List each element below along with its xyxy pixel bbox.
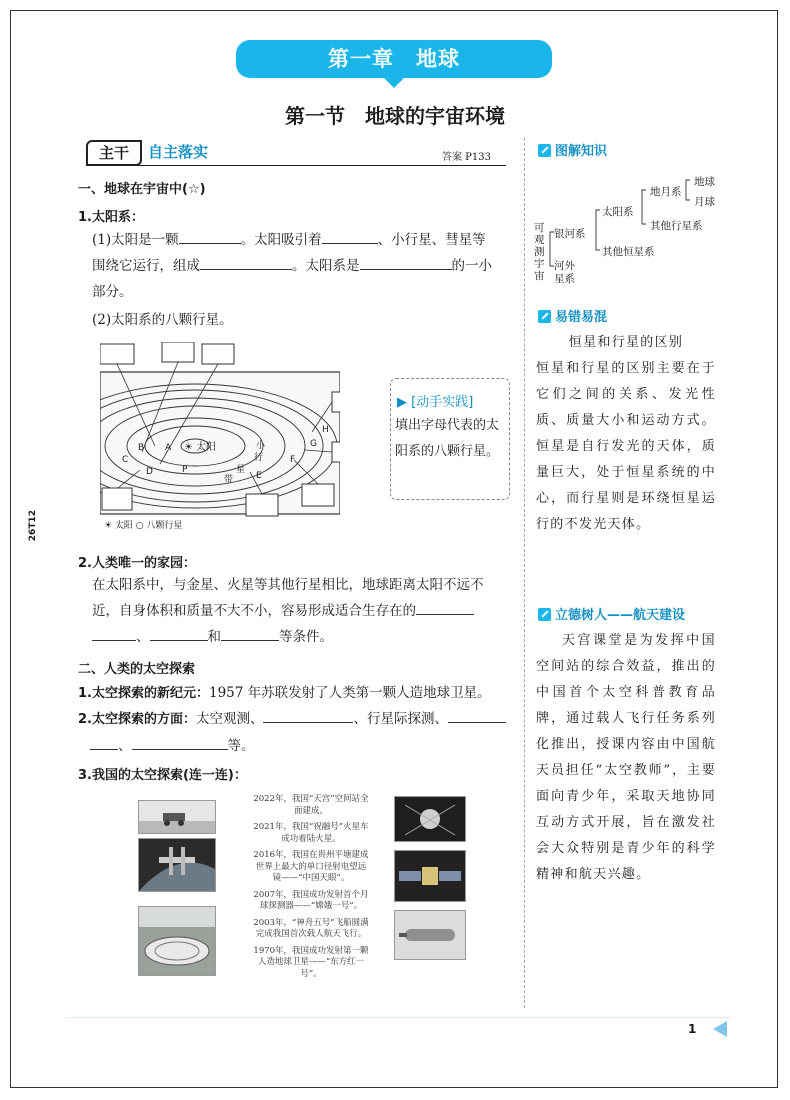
q1-title: 1.太阳系： (78, 210, 144, 225)
label-box-5 (332, 442, 340, 462)
label-box-2 (162, 342, 194, 362)
answer-blank[interactable] (132, 735, 228, 750)
planet-label: P (182, 465, 188, 475)
mistake-heading (538, 306, 607, 325)
solar-system-diagram (100, 342, 340, 532)
planet-label: A (165, 443, 172, 453)
planet-label: C (122, 455, 129, 465)
part2-heading: 二、人类的太空探索 (78, 662, 196, 677)
asteroid-belt-label: 带 (224, 475, 234, 485)
tree-other-stars: 其他恒星系 (602, 246, 655, 258)
q3-title: 1.太空探索的新纪元： (78, 686, 209, 701)
label-box-1 (100, 344, 134, 364)
q2-paragraph (92, 572, 512, 650)
satellite-photo[interactable] (394, 796, 466, 842)
q2-text-e: 等条件。 (279, 629, 333, 645)
diagram-knowledge-heading (538, 140, 607, 159)
mars-rover-photo[interactable] (138, 800, 216, 834)
answer-blank[interactable] (360, 255, 452, 270)
q4-text-a: 太空观测、 (195, 711, 264, 727)
q4-text-d: 等。 (227, 738, 255, 754)
mistake-subheading: 恒星和行星的区别 (568, 335, 684, 350)
q1-1-text-g: 部分。 (92, 284, 133, 300)
moral-heading (538, 604, 685, 623)
timeline-item[interactable]: 2016年，我国在贵州平塘建成世界上最大的单口径射电望远镜——“中国天眼”。 (253, 850, 369, 883)
sun-label: 太阳 (196, 442, 216, 453)
answer-blank[interactable] (92, 626, 136, 641)
section-title: 第一节 地球的宇宙环境 (285, 104, 505, 128)
label-box-4 (332, 392, 340, 412)
tree-other-planets: 其他行星系 (650, 220, 703, 232)
planet-label: E (256, 471, 262, 481)
answer-blank[interactable] (90, 735, 118, 750)
label-box-6 (102, 488, 132, 510)
pencil-icon (538, 310, 551, 323)
planet-label: H (322, 425, 329, 435)
practice-box (390, 378, 510, 500)
tree-earth-moon: 地月系 (650, 186, 682, 198)
timeline (252, 794, 370, 980)
fast-telescope-photo[interactable] (138, 906, 216, 976)
mistake-title: 易错易混 (555, 310, 608, 325)
timeline-item[interactable]: 2007年，我国成功发射首个月球探测器——“嫦娥一号”。 (253, 889, 369, 911)
answer-blank[interactable] (322, 229, 378, 244)
q2-title: 2.人类唯一的家园： (78, 556, 196, 571)
page-number: 1 (688, 1022, 697, 1036)
asteroid-belt-label: 星 (236, 465, 246, 475)
asteroid-belt-label: 行 (254, 453, 264, 463)
q4-paragraph (78, 706, 514, 759)
play-icon: ▶ (397, 395, 407, 410)
q3-line (78, 680, 491, 707)
diagram-legend: ☀ 太阳 ○ 八颗行星 (104, 521, 183, 531)
sun-icon: ☀ (184, 442, 193, 453)
q2-text-a: 在太阳系中，与金星、火星等其他行星相比，地球距离太阳不远不 (92, 577, 484, 593)
pencil-icon (538, 608, 551, 621)
answer-blank[interactable] (179, 229, 241, 244)
pencil-icon (538, 144, 551, 157)
q4-title: 2.太空探索的方面： (78, 712, 196, 727)
q2-text-b: 近，自身体积和质量不大不小，容易形成适合生存在的 (92, 603, 416, 619)
label-box-3 (202, 344, 234, 364)
zhugan-tag: 主干 (86, 140, 142, 166)
asteroid-belt-label: 小 (256, 441, 266, 451)
page-arrow-icon (713, 1021, 727, 1037)
tree-root: 可观测宇宙 (534, 222, 545, 282)
zhugan-label: 自主落实 (148, 143, 209, 161)
q1-1-paragraph (92, 227, 512, 305)
q1-1-text-e: 。太阳系是 (292, 258, 360, 274)
footer-rule (66, 1017, 730, 1018)
tree-moon: 月球 (694, 196, 715, 208)
practice-body: 填出字母代表的太阳系的八颗行星。 (395, 418, 500, 459)
q2-text-d: 和 (207, 629, 221, 645)
answer-blank[interactable] (200, 255, 292, 270)
q1-1-text-a: (1)太阳是一颗 (92, 232, 179, 248)
tree-galaxy: 银河系 (554, 228, 586, 240)
planet-label: D (146, 467, 153, 477)
q1-1-text-b: 。太阳吸引着 (240, 232, 322, 248)
moral-title: 立德树人——航天建设 (555, 608, 686, 623)
side-code: 26T12 (28, 510, 38, 542)
chapter-banner: 第一章 地球 (236, 40, 552, 78)
column-divider (524, 138, 525, 1008)
q4-text-c: 、 (118, 738, 132, 754)
planet-label: F (290, 455, 296, 465)
moral-body: 天宫课堂是为发挥中国空间站的综合效益，推出的中国首个太空科普教育品牌，通过载人飞行任务系列化推出，授课内容由中国航天员担任“太空教师”，主要面向青少年，采取天地协同互动方式开展，旨在激发社会大众特别是青少年的科学精神和航天兴趣。 (536, 633, 716, 882)
answer-blank[interactable] (448, 708, 506, 723)
answer-blank[interactable] (263, 708, 353, 723)
tree-earth: 地球 (694, 176, 715, 188)
q3-body: 1957 年苏联发射了人类第一颗人造地球卫星。 (208, 685, 491, 701)
answer-reference: 答案 P133 (442, 152, 491, 163)
label-box-8 (302, 484, 334, 506)
part1-heading: 一、地球在宇宙中(☆) (78, 182, 206, 197)
practice-title (397, 391, 473, 410)
tree-brackets (544, 170, 704, 290)
q1-2-text: (2)太阳系的八颗行星。 (92, 312, 233, 328)
timeline-item[interactable]: 2021年，我国“祝融号”火星车成功着陆火星。 (253, 822, 369, 844)
q5-title: 3.我国的太空探索(连一连)： (78, 768, 247, 783)
mistake-body: 恒星和行星的区别主要在于它们之间的关系、发光性质、质量大小和运动方式。恒星是自行发光的天体，质量巨大，处于恒星系统的中心，而行星则是环绕恒星运行的不发光天体。 (536, 361, 716, 532)
answer-blank[interactable] (221, 626, 279, 641)
spacecraft-photo[interactable] (394, 910, 466, 960)
label-box-7 (246, 494, 278, 516)
planet-label: G (310, 439, 317, 449)
q1-1-text-d: 围绕它运行，组成 (92, 258, 200, 274)
timeline-item[interactable]: 2022年，我国“天宫”空间站全面建成。 (253, 794, 369, 816)
tree-other-galaxies: 河外星系 (554, 260, 575, 285)
space-station-photo[interactable] (138, 838, 216, 892)
timeline-item[interactable]: 2003年，“神舟五号”飞船圆满完成我国首次载人航天飞行。 (253, 917, 369, 939)
practice-title-text: [动手实践] (411, 395, 474, 410)
zhugan-rule (86, 165, 506, 166)
q4-text-b: 、行星际探测、 (353, 711, 448, 727)
diagram-knowledge-title: 图解知识 (555, 144, 608, 159)
answer-blank[interactable] (416, 600, 474, 615)
q1-1-text-c: 、小行星、彗星等 (377, 232, 486, 248)
answer-blank[interactable] (150, 626, 208, 641)
q1-1-text-f: 的一小 (451, 258, 492, 274)
lunar-probe-photo[interactable] (394, 850, 466, 902)
planet-label: B (138, 443, 145, 453)
q2-text-c: 、 (136, 629, 150, 645)
timeline-item[interactable]: 1970年，我国成功发射第一颗人造地球卫星——“东方红一号”。 (253, 945, 369, 979)
tree-solar: 太阳系 (602, 206, 634, 218)
